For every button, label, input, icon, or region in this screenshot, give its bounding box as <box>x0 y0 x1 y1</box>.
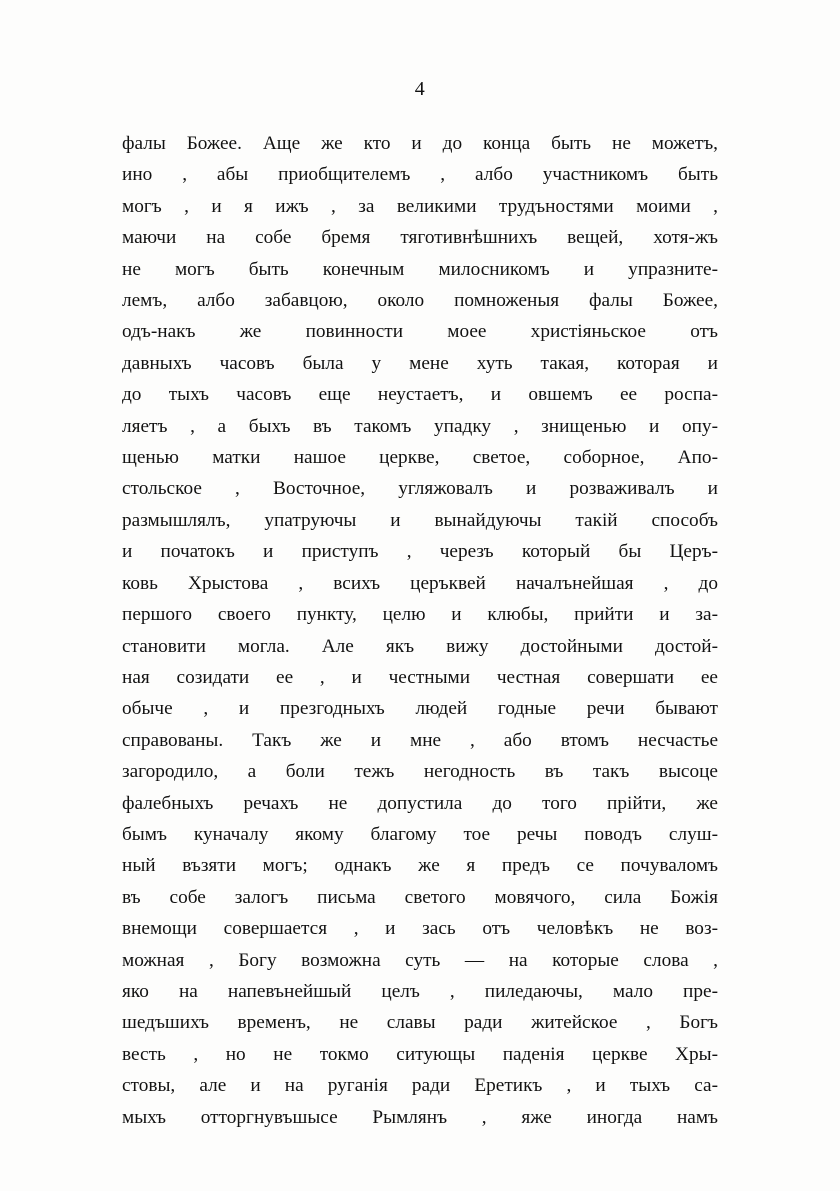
text-line: ляетъ , а быхъ въ такомъ упадку , знищенью и опу- <box>122 415 718 437</box>
text-line: до тыхъ часовъ еще неустаетъ, и овшемъ ее роспа- <box>122 384 718 406</box>
text-line: могъ , и я ижъ , за великими трудъностями моими , <box>122 195 718 217</box>
text-line: фалебныхъ речахъ не допустила до того прійти, же <box>122 792 718 814</box>
text-line: въ собе залогъ письма светого мовячого, сила Божія <box>122 886 718 908</box>
text-line: обыче , и презгодныхъ людей годные речи бывают <box>122 698 718 720</box>
text-line: першого своего пункту, целю и клюбы, прийти и за- <box>122 604 718 626</box>
page-number: 4 <box>414 78 426 100</box>
text-line: давныхъ часовъ была у мене хуть такая, которая и <box>122 352 718 374</box>
text-line: бымъ куначалу якому благому тое речы поводъ слуш- <box>122 823 718 845</box>
text-line: ковь Хрыстова , всихъ церъквей началънейшая , до <box>122 572 718 594</box>
text-line: становити могла. Але якъ вижу достойными достой- <box>122 635 718 657</box>
text-line: щенью матки нашое церкве, светое, соборное, Апо- <box>122 447 718 469</box>
text-line: лемъ, албо забавцою, около помноженыя фалы Божее, <box>122 290 718 312</box>
text-line: стольское , Восточное, угляжовалъ и розваживалъ и <box>122 478 718 500</box>
text-line: размышлялъ, упатруючы и вынайдуючы такій способъ <box>122 509 718 531</box>
text-line: ная созидати ее , и честными честная совершати ее <box>122 666 718 688</box>
text-line: загородило, а боли тежъ негодность въ такъ высоце <box>122 761 718 783</box>
text-line: можная , Богу возможна суть — на которые слова , <box>122 949 718 971</box>
text-line: справованы. Такъ же и мне , або втомъ несчастье <box>122 729 718 751</box>
text-line: фалы Божее. Аще же кто и до конца быть не можетъ, <box>122 133 718 154</box>
text-line: стовы, але и на руганія ради Еретикъ , и тыхъ са- <box>122 1075 718 1097</box>
text-line: ный възяти могъ; однакъ же я предъ се почуваломъ <box>122 855 718 877</box>
text-line: мыхъ отторгнувъшысе Рымлянъ , яже иногда намъ <box>122 1106 718 1128</box>
text-line: весть , но не токмо ситующы паденія церкве Хры- <box>122 1043 718 1065</box>
body-text-block <box>122 128 718 1133</box>
text-line: ино , абы приобщителемъ , албо участникомъ быть <box>122 164 718 186</box>
text-line: яко на напевънейшый целъ , пиледаючы, мало пре- <box>122 980 718 1002</box>
text-line: маючи на собе бремя тяготивнѣшнихъ вещей, хотя-жъ <box>122 227 718 249</box>
text-line: шедъшихъ временъ, не славы ради житейское , Богъ <box>122 1012 718 1034</box>
text-line: одъ-накъ же повинности моее христіяньское отъ <box>122 321 718 343</box>
text-line: и початокъ и приступъ , черезъ который бы Церъ- <box>122 541 718 563</box>
text-line: внемощи совершается , и зась отъ человѣкъ не воз- <box>122 918 718 940</box>
text-line: не могъ быть конечным милосникомъ и упразните- <box>122 258 718 280</box>
